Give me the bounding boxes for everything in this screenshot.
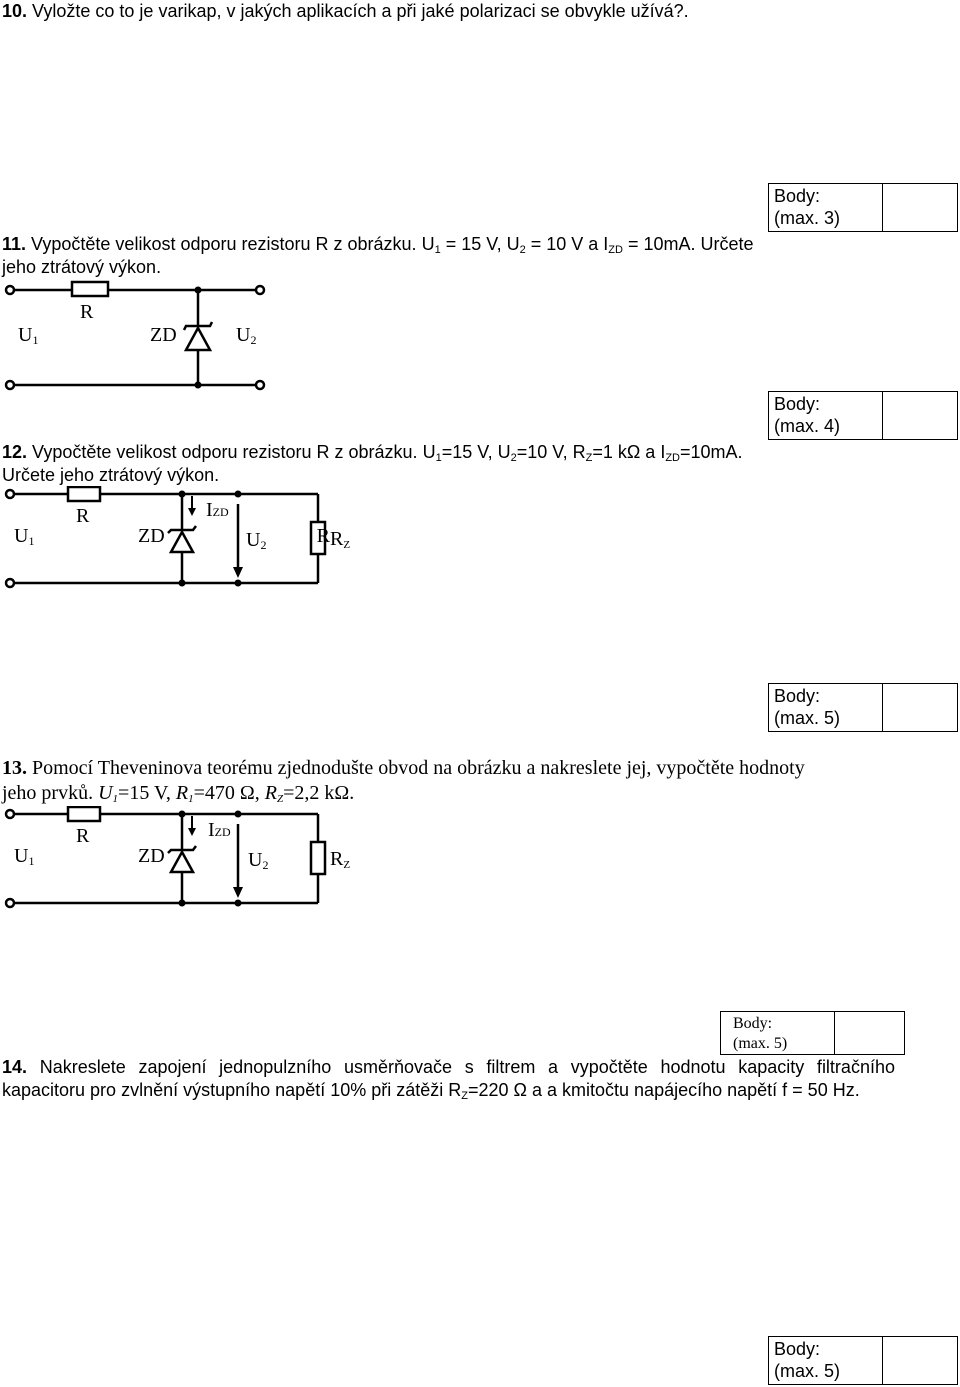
- score-box: [768, 391, 958, 440]
- score-label: Body:: [774, 186, 821, 206]
- svg-text:U2: U2: [246, 529, 267, 552]
- question-number: 13.: [2, 757, 27, 779]
- score-max: (max. 4): [774, 416, 841, 436]
- svg-text:R: R: [80, 301, 94, 323]
- score-entry-cell[interactable]: [835, 1011, 905, 1055]
- score-box: [768, 1336, 958, 1385]
- svg-text:IZD: IZD: [206, 499, 229, 521]
- score-max: (max. 5): [774, 708, 841, 728]
- question-11: 11. Vypočtěte velikost odporu rezistoru R z obrázku. $U_1 = 15$ V, $U_2 = 10$ V a $I_{ZD} = 10mA$. Určete jeho ztrátový výkon.: [2, 234, 754, 277]
- circuit-diagram-11: [0, 278, 280, 393]
- svg-text:ZD: ZD: [138, 525, 165, 547]
- score-max: (max. 3): [774, 208, 841, 228]
- svg-text:U1: U1: [14, 525, 35, 548]
- resistor-symbol: [72, 282, 108, 296]
- question-14: 14. Nakreslete zapojení jednopulzního usměrňovače s filtrem a vypočtěte hodnotu kapacity filtračního kapacitoru pro zvlnění výstupního napětí 10% při zátěži $R_Z=220$ Ω a a kmitočtu napájecího napětí f = 50 Hz.: [2, 1057, 895, 1102]
- circuit-diagram-13: [0, 806, 330, 916]
- question-text: Vyložte co to je varikap, v jakých aplikacích a při jaké polarizaci se obvykle užívá?.: [32, 1, 689, 21]
- rz-label: $R_Z$: [330, 528, 351, 551]
- score-entry-cell[interactable]: [883, 1336, 958, 1385]
- svg-text:ZD: ZD: [150, 324, 177, 346]
- score-box: [768, 683, 958, 732]
- question-number: 10.: [2, 1, 28, 21]
- score-label: Body:: [774, 686, 821, 706]
- question-13: 13. Pomocí Theveninova teorému zjednodušte obvod na obrázku a nakreslete jej, vypočtěte hodnoty jeho prvků. $U_1=15$ V, $R_1=470$ Ω, $R_Z=2,2$ kΩ.: [2, 757, 805, 805]
- circuit-diagram-12: [0, 486, 330, 596]
- svg-text:R: R: [316, 525, 330, 547]
- question-number: 14.: [2, 1057, 28, 1077]
- svg-text:U2: U2: [248, 849, 269, 872]
- svg-text:ZD: ZD: [138, 845, 165, 867]
- svg-text:R: R: [76, 505, 90, 527]
- score-box: [720, 1011, 905, 1055]
- score-label: Body:: [774, 394, 821, 414]
- score-entry-cell[interactable]: [883, 391, 958, 440]
- score-max: (max. 5): [733, 1035, 788, 1052]
- score-label: Body:: [774, 1339, 821, 1359]
- svg-text:U2: U2: [236, 324, 257, 347]
- svg-text:U1: U1: [14, 845, 35, 868]
- question-10: [2, 0, 952, 23]
- question-12: 12. Vypočtěte velikost odporu rezistoru R z obrázku. $U_1=15$ V, $U_2=10$ V, $R_Z=1$ kΩ a $I_{ZD}=10mA$. Určete jeho ztrátový výkon.: [2, 442, 743, 485]
- svg-text:U1: U1: [18, 324, 39, 347]
- score-box: [768, 183, 958, 232]
- score-label: Body:: [733, 1015, 773, 1032]
- question-number: 12.: [2, 442, 28, 462]
- question-number: 11.: [2, 234, 27, 254]
- svg-text:R: R: [76, 825, 90, 847]
- zener-diode-symbol: [186, 328, 210, 350]
- score-max: (max. 5): [774, 1361, 841, 1381]
- rz-label: $R_Z$: [330, 848, 351, 871]
- score-entry-cell[interactable]: [883, 683, 958, 732]
- svg-text:IZD: IZD: [208, 819, 231, 841]
- score-entry-cell[interactable]: [883, 183, 958, 232]
